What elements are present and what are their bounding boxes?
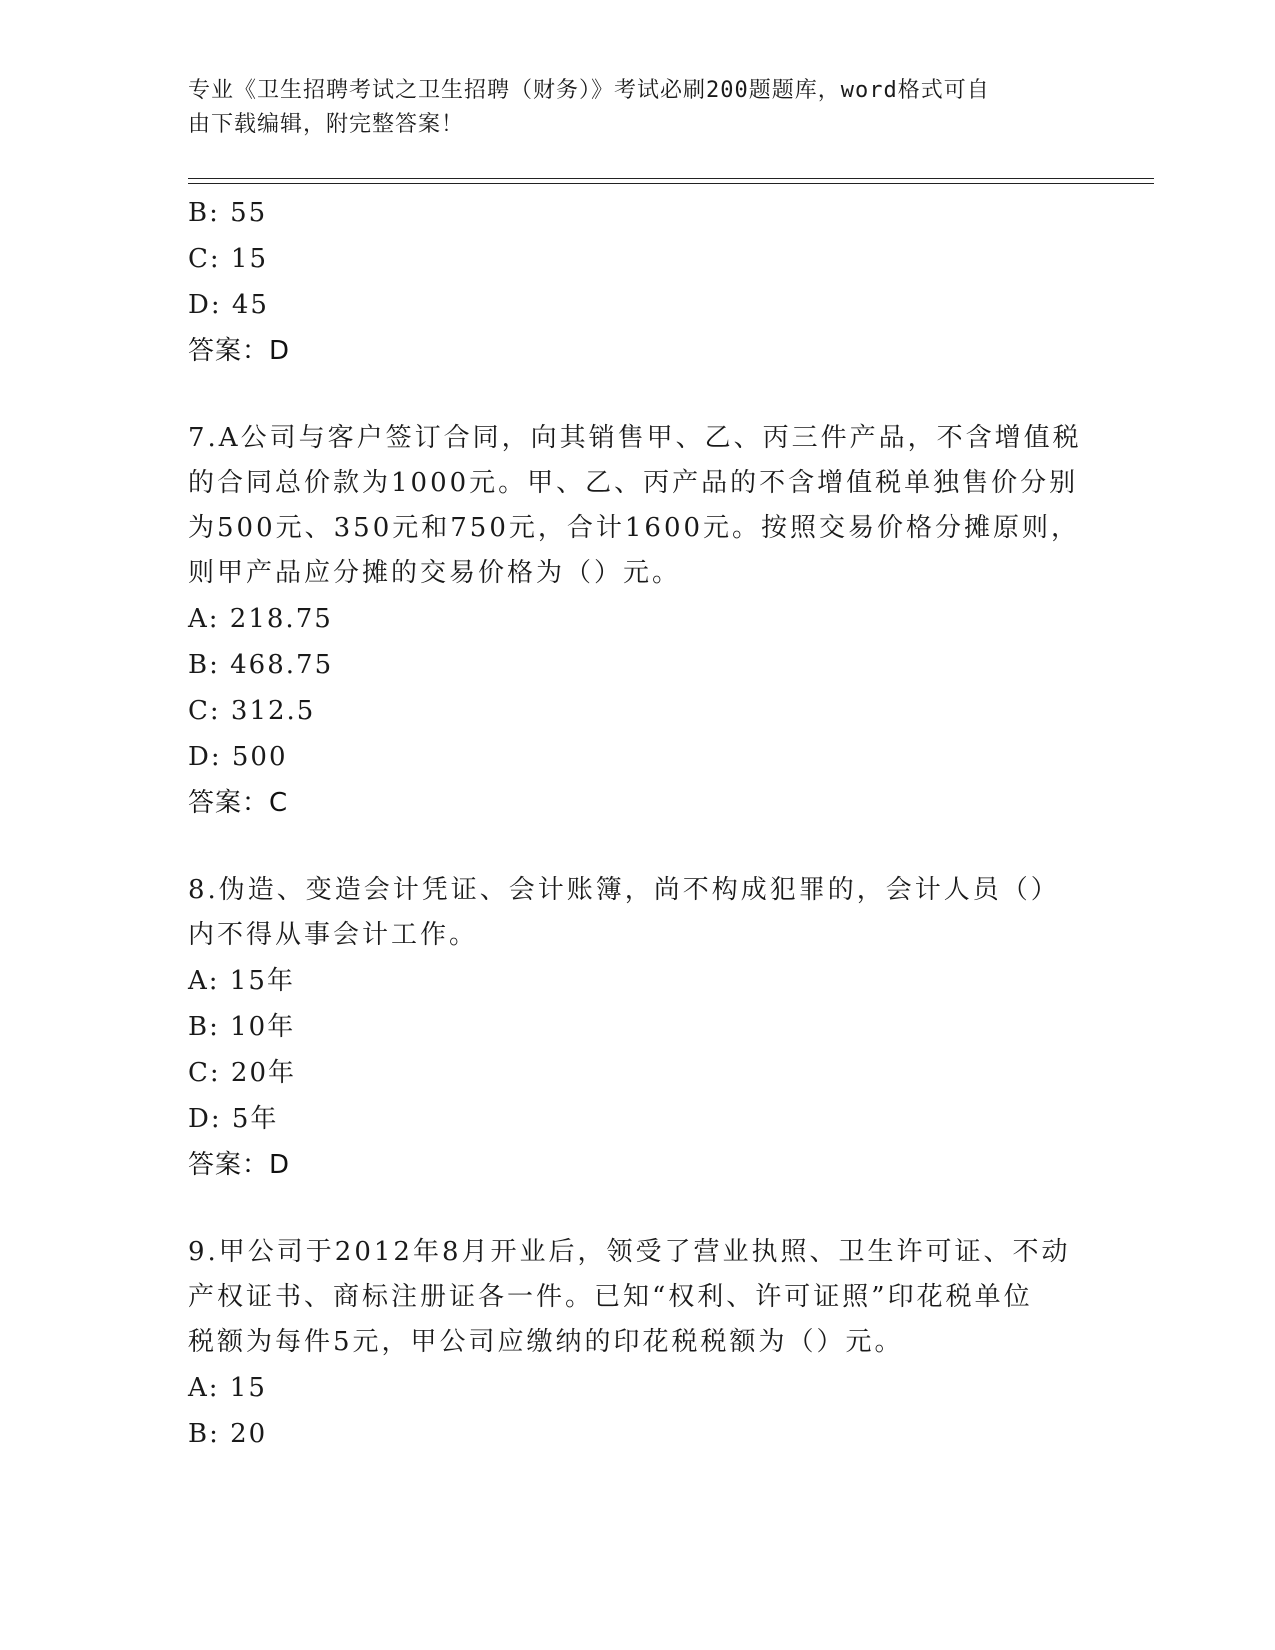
option-d: D: 5年 bbox=[188, 1104, 279, 1134]
question-text-line: 则甲产品应分摊的交易价格为（）元。 bbox=[188, 558, 682, 588]
header-divider bbox=[188, 178, 1154, 184]
option-b: B: 468.75 bbox=[188, 650, 334, 680]
question-9 bbox=[188, 1230, 1088, 1457]
option-d: D: 500 bbox=[188, 742, 288, 772]
option-c: C: 15 bbox=[188, 244, 269, 274]
answer-line: 答案：D bbox=[188, 1150, 291, 1180]
spacer bbox=[188, 1188, 1088, 1230]
option-a: A: 15年 bbox=[188, 966, 295, 996]
page-header bbox=[188, 74, 1088, 142]
question-7 bbox=[188, 416, 1088, 826]
question-text-line: 8.伪造、变造会计凭证、会计账簿，尚不构成犯罪的，会计人员（） bbox=[188, 875, 1060, 905]
answer-line: 答案：D bbox=[188, 336, 291, 366]
question-text-line: 9.甲公司于2012年8月开业后，领受了营业执照、卫生许可证、不动 bbox=[188, 1237, 1071, 1267]
option-c: C: 20年 bbox=[188, 1058, 297, 1088]
option-a: A: 218.75 bbox=[188, 604, 333, 634]
question-text-line: 的合同总价款为1000元。甲、乙、丙产品的不含增值税单独售价分别 bbox=[188, 468, 1079, 498]
question-8 bbox=[188, 868, 1088, 1188]
spacer bbox=[188, 826, 1088, 868]
question-text-line: 税额为每件5元，甲公司应缴纳的印花税税额为（）元。 bbox=[188, 1327, 904, 1357]
question-text-line: 内不得从事会计工作。 bbox=[188, 920, 479, 950]
header-line-2: 由下载编辑，附完整答案！ bbox=[188, 112, 465, 137]
question-text-line: 7.A公司与客户签订合同，向其销售甲、乙、丙三件产品，不含增值税 bbox=[188, 423, 1082, 453]
question-text-line: 为500元、350元和750元，合计1600元。按照交易价格分摊原则， bbox=[188, 513, 1081, 543]
option-d: D: 45 bbox=[188, 290, 269, 320]
option-a: A: 15 bbox=[188, 1373, 267, 1403]
option-b: B: 55 bbox=[188, 198, 268, 228]
option-b: B: 20 bbox=[188, 1419, 268, 1449]
question-6-options bbox=[188, 190, 1088, 374]
header-line-1: 专业《卫生招聘考试之卫生招聘（财务）》考试必刷200题题库，word格式可自 bbox=[188, 78, 990, 103]
option-c: C: 312.5 bbox=[188, 696, 316, 726]
question-text-line: 产权证书、商标注册证各一件。已知“权利、许可证照”印花税单位 bbox=[188, 1282, 1033, 1312]
answer-line: 答案：C bbox=[188, 788, 289, 818]
spacer bbox=[188, 374, 1088, 416]
document-body bbox=[188, 190, 1088, 1457]
option-b: B: 10年 bbox=[188, 1012, 296, 1042]
